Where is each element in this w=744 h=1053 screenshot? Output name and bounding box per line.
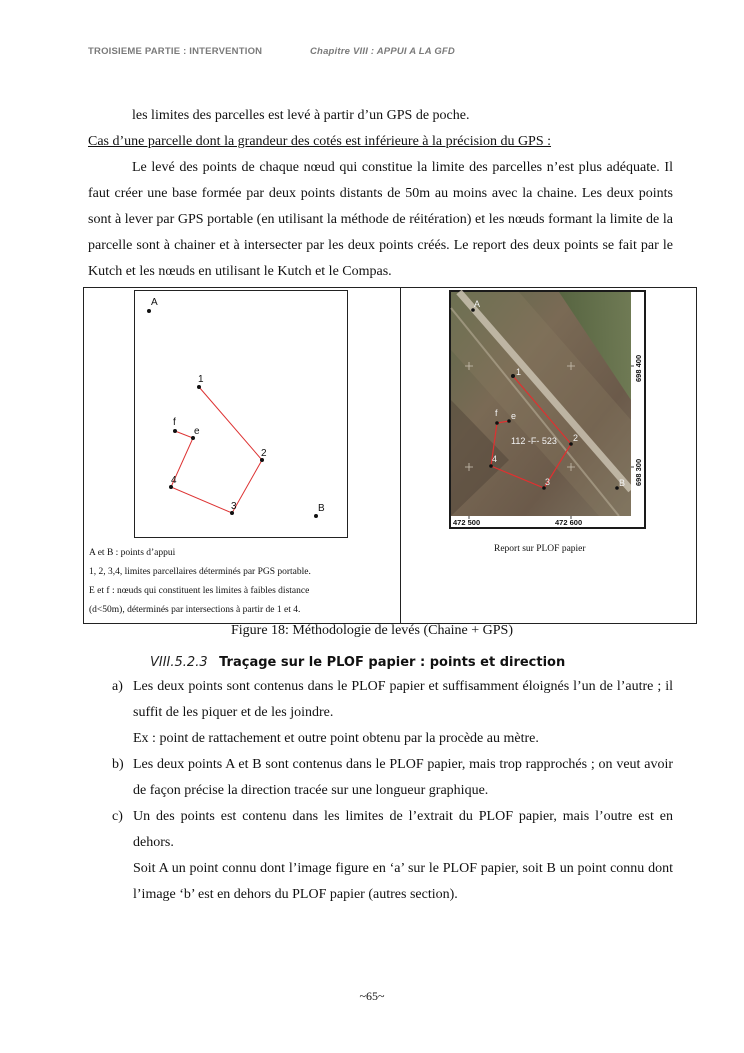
point-A — [147, 309, 151, 313]
plof-report-diagram — [449, 290, 646, 529]
item-label: b) — [112, 757, 124, 772]
list-item — [112, 752, 673, 804]
parcel-boundary — [171, 387, 262, 513]
label-e: e — [194, 426, 200, 437]
photo-label-B: B — [619, 478, 626, 488]
y-coord-2: 698 300 — [634, 458, 643, 486]
page-number: ~65~ — [359, 989, 385, 1003]
list-item — [112, 674, 673, 752]
x-coord-2: 472 600 — [555, 518, 583, 527]
sketch-frame — [134, 290, 348, 538]
header-part: TROISIEME PARTIE : INTERVENTION — [88, 46, 263, 57]
figure-legend — [89, 544, 311, 620]
item-detail: Soit A un point connu dont l’image figure en ‘a’ sur le PLOF papier, soit B un point connu dont l’image ‘b’ est en dehors du PLOF papier (autres section). — [133, 861, 673, 902]
item-text: Les deux points A et B sont contenus dans le PLOF papier, mais trop rapprochés ; on veut avoir de façon précise la direction tracée sur une longueur graphique. — [133, 757, 673, 798]
legend-line: E et f : nœuds qui constituent les limites à faibles distance — [89, 586, 310, 596]
label-3: 3 — [231, 501, 237, 512]
item-label: a) — [112, 679, 123, 694]
photo-label-2: 2 — [573, 433, 579, 443]
figure-divider — [400, 288, 401, 623]
legend-line: 1, 2, 3,4, limites parcellaires déterminés par PGS portable. — [89, 567, 311, 577]
y-coord-1: 698 400 — [634, 354, 643, 382]
photo-point-4 — [489, 464, 493, 468]
legend-line: A et B : points d’appui — [89, 548, 176, 558]
x-coord-1: 472 500 — [453, 518, 481, 527]
section-title: Traçage sur le PLOF papier : points et direction — [219, 655, 566, 670]
photo-label-A: A — [474, 299, 481, 309]
list-item — [112, 804, 673, 908]
photo-label-3: 3 — [545, 477, 551, 487]
continuation-line: les limites des parcelles est levé à partir d’un GPS de poche. — [132, 108, 470, 123]
photo-label-e: e — [511, 411, 517, 421]
label-f: f — [173, 417, 176, 428]
sketch-diagram — [135, 291, 347, 537]
item-label: c) — [112, 809, 123, 824]
figure-caption: Figure 18: Méthodologie de levés (Chaine + GPS) — [230, 623, 514, 638]
satellite-image — [449, 290, 646, 529]
method-paragraph: Le levé des points de chaque nœud qui constitue la limite des parcelles n’est plus adéquate. Il faut créer une base formée par deux points distants de 50m au moins avec la chaine. Les deux points sont à lever par GPS portable (en utilisant la méthode de réitération) et les nœuds formant la limite de la parcelle sont à chainer et à intersecter par les deux points créés. Le report des deux points se fait par le Kutch et les nœuds en utilisant le Kutch et le Compas. — [88, 160, 673, 279]
section-number: VIII.5.2.3 — [150, 655, 208, 670]
section-heading — [150, 655, 565, 671]
page-header — [88, 46, 455, 57]
label-1: 1 — [198, 374, 204, 385]
label-4: 4 — [171, 475, 177, 486]
photo-point-1 — [511, 374, 515, 378]
point-f — [173, 429, 177, 433]
case-subheading: Cas d’une parcelle dont la grandeur des cotés est inférieure à la précision du GPS : — [88, 134, 552, 149]
item-example: Ex : point de rattachement et outre point obtenu par la procède au mètre. — [133, 731, 539, 746]
label-B: B — [318, 503, 325, 514]
right-panel-caption: Report sur PLOF papier — [494, 544, 586, 554]
point-1 — [197, 385, 201, 389]
legend-line: (d<50m), déterminés par intersections à partir de 1 et 4. — [89, 605, 301, 615]
point-B — [314, 514, 318, 518]
photo-label-4: 4 — [492, 454, 498, 464]
case-list — [112, 674, 673, 908]
item-text: Les deux points sont contenus dans le PLOF papier et suffisamment éloignés l’un de l’autre ; il suffit de les piquer et de les joindre. — [133, 679, 673, 720]
item-text: Un des points est contenu dans les limites de l’extrait du PLOF papier, mais l’outre est en dehors. — [133, 809, 673, 850]
photo-label-1: 1 — [516, 367, 522, 377]
parcel-id: 112 -F- 523 — [511, 436, 557, 446]
label-A: A — [151, 297, 158, 308]
label-2: 2 — [261, 448, 267, 459]
figure-18 — [83, 287, 697, 624]
header-chapter: Chapitre VIII : APPUI A LA GFD — [310, 46, 455, 57]
photo-point-f — [495, 421, 499, 425]
photo-label-f: f — [495, 408, 498, 418]
intro-paragraph — [88, 103, 673, 285]
